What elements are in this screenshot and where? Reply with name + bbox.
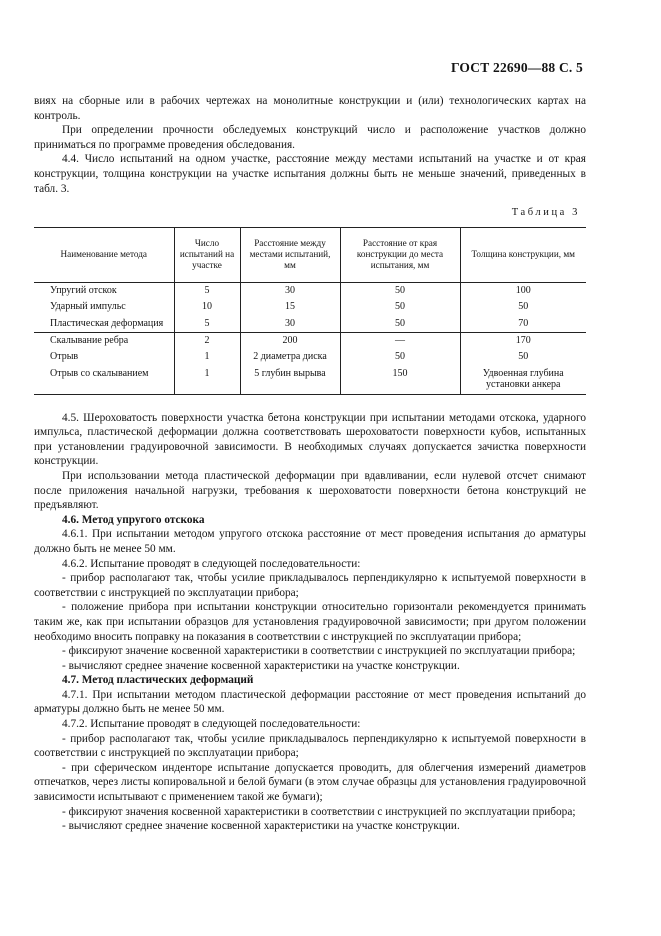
method-cell: Отрыв со скалыванием [50,367,149,379]
paragraph-4-5: 4.5. Шероховатость поверхности участка бетона конструкции при испытании методами отскока, ударного импульса, пластической деформации должна соответствовать шероховатости поверхности кубов, испытанных при установлении градуировочной зависимости. В необходимых случаях допускается зачистка поверхности конструкции. [34,411,586,468]
table-row [34,316,586,333]
paragraph: виях на сборные или в рабочих чертежах на монолитные конструкции и (или) технологических картах на контроль. [34,95,586,122]
table-header-row [34,227,586,282]
paragraph-4-6-2: 4.6.2. Испытание проводят в следующей последовательности: [62,557,361,570]
list-item: - фиксируют значение косвенной характеристики в соответствии с инструкцией по эксплуатации прибора; [62,645,576,658]
between-cell: 5 глубин вырыва [240,366,340,394]
list-item: - прибор располагают так, чтобы усилие прикладывалось перпендикулярно к испытуемой поверхности в соответствии с инструкцией по эксплуатации прибора; [34,572,586,599]
list-item: - вычисляют среднее значение косвенной характеристики на участке конструкции. [62,659,460,672]
thickness-cell: 70 [460,316,586,333]
column-header: Расстояние между местами испытаний, мм [240,227,340,282]
list-item: - прибор располагают так, чтобы усилие прикладывалось перпендикулярно к испытуемой поверхности в соответствии с инструкцией по эксплуатации прибора; [34,732,586,760]
between-cell: 2 диаметра диска [240,349,340,365]
between-cell: 15 [240,299,340,315]
column-header: Толщина конструкции, мм [460,227,586,282]
edge-cell: 50 [340,316,460,333]
section-heading-4-6: 4.6. Метод упругого отскока [62,513,205,526]
thickness-cell: 100 [460,282,586,299]
thickness-cell: 170 [460,332,586,349]
edge-cell: — [340,332,460,349]
thickness-cell: Удвоенная глубина установки анкера [460,366,586,394]
method-cell: Ударный импульс [50,301,126,313]
paragraph-4-4: 4.4. Число испытаний на одном участке, расстояние между местами испытаний на участке и от края конструкции, толщина конструкции на участке испытания должны быть не меньше значений, приведенных в табл. 3. [34,153,586,195]
between-cell: 200 [240,332,340,349]
edge-cell: 50 [340,349,460,365]
column-header: Наименование метода [34,227,174,282]
section-heading-4-7: 4.7. Метод пластических деформаций [62,674,254,687]
paragraph-4-7-2: 4.7.2. Испытание проводят в следующей последовательности: [62,718,361,731]
edge-cell: 150 [340,366,460,394]
between-cell: 30 [240,316,340,333]
column-header: Расстояние от края конструкции до места испытания, мм [340,227,460,282]
list-item: - при сферическом инденторе испытание допускается проводить, для облегчения измерений диаметров отпечатков, через листы копировальной и белой бумаги (в этом случае образцы для установления градуировочной зависимости испытывают с применением такой же бумаги); [34,761,586,804]
count-cell: 1 [174,366,240,394]
table-caption: Таблица 3 [511,207,580,219]
page-header: ГОСТ 22690—88 С. 5 [450,60,583,75]
table-row [34,332,586,349]
thickness-cell: 50 [460,349,586,365]
paragraph: При определении прочности обследуемых конструкций число и расположение участков должно приниматься по программе проведения обследования. [34,124,586,151]
count-cell: 5 [174,316,240,333]
list-item: - положение прибора при испытании конструкции относительно горизонтали рекомендуется принимать таким же, как при испытании образцов для установления градуировочной зависимости; при другом положении необходимо вносить поправку на показания в соответствии с инструкцией по эксплуатации прибора; [34,601,586,643]
method-cell: Пластическая деформация [50,317,164,329]
document-body [34,94,586,834]
count-cell: 2 [174,332,240,349]
method-cell: Упругий отскок [50,284,117,296]
list-item: - вычисляют среднее значение косвенной характеристики на участке конструкции. [62,820,460,833]
paragraph: При использовании метода пластической деформации при вдавливании, если нулевой отсчет снимают после приложения начальной нагрузки, требования к шероховатости поверхности бетона конструкций не предъявляют. [34,469,586,512]
count-cell: 10 [174,299,240,315]
paragraph-4-6-1: 4.6.1. При испытании методом упругого отскока расстояние от мест проведения испытания до арматуры должно быть не менее 50 мм. [34,528,586,555]
count-cell: 5 [174,282,240,299]
between-cell: 30 [240,282,340,299]
thickness-cell: 50 [460,299,586,315]
table-row [34,349,586,365]
table-row [34,282,586,299]
edge-cell: 50 [340,282,460,299]
column-header: Число испытаний на участке [174,227,240,282]
paragraph-4-7-1: 4.7.1. При испытании методом пластической деформации расстояние от мест проведения испытаний до арматуры должно быть не менее 50 мм. [34,688,586,716]
edge-cell: 50 [340,299,460,315]
table-row [34,299,586,315]
list-item: - фиксируют значения косвенной характеристики в соответствии с инструкцией по эксплуатации прибора; [62,805,576,818]
count-cell: 1 [174,349,240,365]
table-row [34,366,586,394]
table-3 [34,227,586,395]
method-cell: Отрыв [50,351,79,363]
method-cell: Скалывание ребра [34,332,174,349]
